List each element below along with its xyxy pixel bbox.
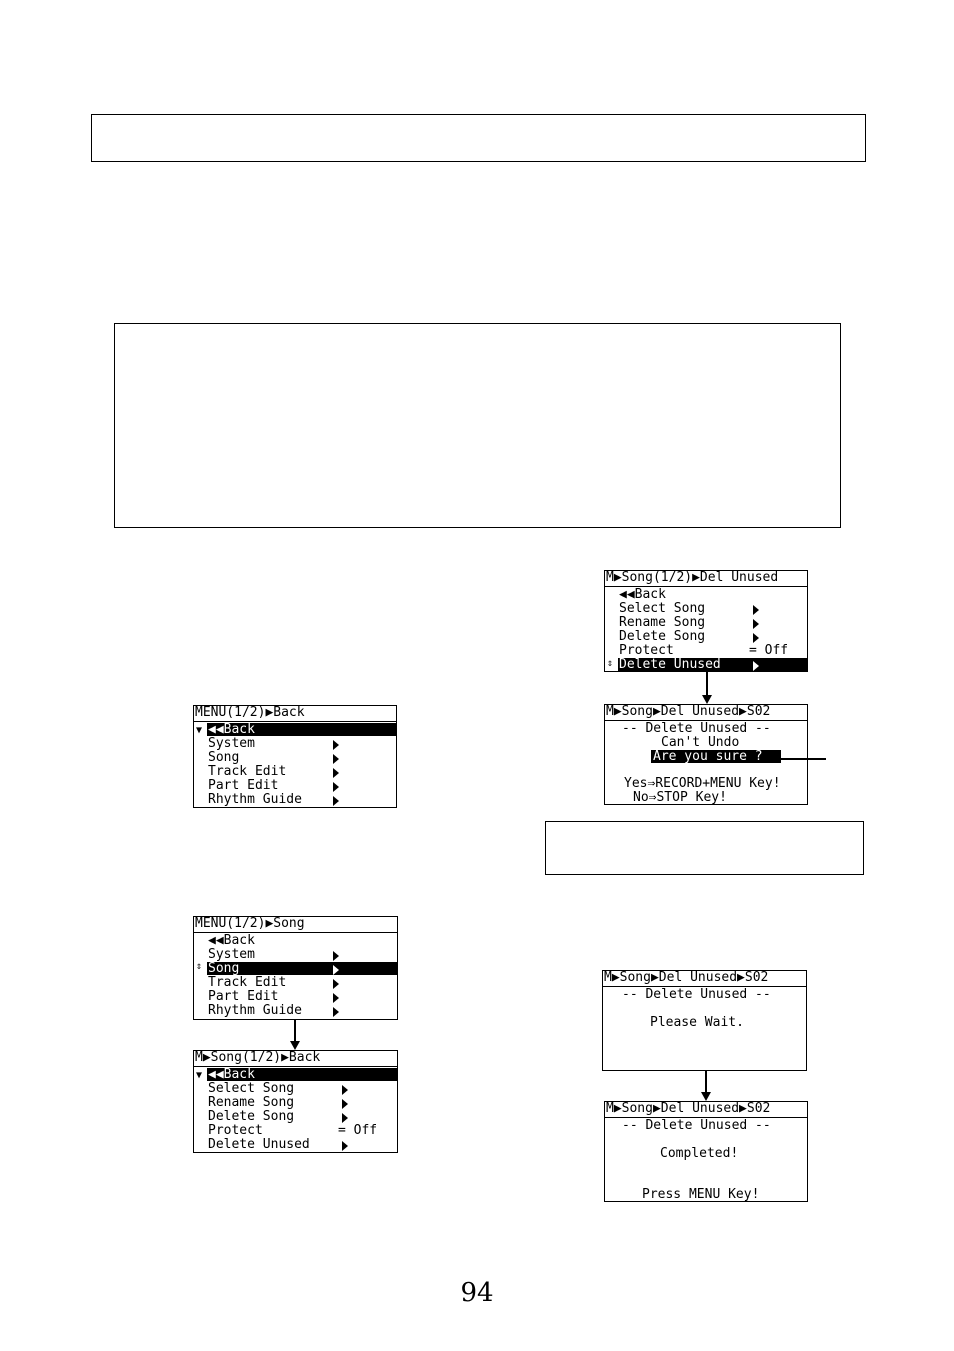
- menu-item-song[interactable]: Song: [208, 750, 240, 765]
- menu-item-back[interactable]: ◀◀Back: [208, 1067, 255, 1082]
- menu-item-back[interactable]: ◀◀Back: [208, 722, 255, 737]
- menu-item-track-edit[interactable]: Track Edit: [208, 975, 287, 990]
- note-box: [114, 323, 841, 528]
- lcd-header: M▶Song▶Del Unused▶S02: [605, 1102, 807, 1118]
- scroll-updown-icon: ⇕: [607, 658, 614, 669]
- lcd-header: M▶Song(1/2)▶Back: [194, 1051, 397, 1067]
- flow-arrow-head: [702, 695, 712, 704]
- flow-arrow: [706, 672, 708, 696]
- protect-value: = Off: [749, 643, 789, 658]
- flow-arrow: [705, 1071, 707, 1093]
- menu-item-part-edit[interactable]: Part Edit: [208, 778, 279, 793]
- menu-item-rhythm-guide[interactable]: Rhythm Guide: [208, 1003, 302, 1018]
- menu-item-system[interactable]: System: [208, 947, 255, 962]
- submenu-arrow-icon: [333, 1007, 339, 1017]
- submenu-arrow-icon: [333, 754, 339, 764]
- lcd-header: MENU(1/2)▶Song: [194, 917, 397, 933]
- flow-arrow-head: [290, 1041, 300, 1050]
- page-number: 94: [460, 1278, 494, 1308]
- callout-line: [780, 758, 826, 760]
- menu-item-system[interactable]: System: [208, 736, 255, 751]
- scroll-updown-icon: ⇕: [196, 961, 203, 972]
- menu-item-song[interactable]: Song: [208, 961, 240, 976]
- submenu-arrow-icon: [333, 782, 339, 792]
- submenu-arrow-icon: [753, 605, 759, 615]
- submenu-arrow-icon: [333, 979, 339, 989]
- menu-item-rename-song[interactable]: Rename Song: [208, 1095, 295, 1110]
- status-text: Completed!: [660, 1146, 739, 1161]
- menu-item-protect[interactable]: Protect: [619, 643, 674, 658]
- lcd-header: M▶Song▶Del Unused▶S02: [605, 705, 807, 721]
- lcd-header: M▶Song▶Del Unused▶S02: [603, 971, 806, 987]
- submenu-arrow-icon: [342, 1113, 348, 1123]
- submenu-arrow-icon: [342, 1099, 348, 1109]
- dialog-title: -- Delete Unused --: [622, 721, 771, 736]
- status-text: Please Wait.: [650, 1015, 744, 1030]
- submenu-arrow-icon: [342, 1085, 348, 1095]
- lcd-menu-back: [193, 705, 397, 808]
- submenu-arrow-icon: [753, 633, 759, 643]
- submenu-arrow-icon: [333, 965, 339, 975]
- dialog-warning: Can't Undo: [661, 735, 740, 750]
- menu-item-part-edit[interactable]: Part Edit: [208, 989, 279, 1004]
- submenu-arrow-icon: [753, 619, 759, 629]
- submenu-arrow-icon: [342, 1141, 348, 1151]
- dialog-question: Are you sure ?: [653, 749, 763, 764]
- lcd-header: M▶Song(1/2)▶Del Unused: [605, 571, 807, 587]
- menu-item-delete-unused[interactable]: Delete Unused: [208, 1137, 310, 1152]
- scroll-down-icon: ▼: [196, 725, 203, 736]
- dialog-no-hint[interactable]: No⇒STOP Key!: [633, 790, 727, 805]
- dialog-title: -- Delete Unused --: [622, 987, 771, 1002]
- lcd-song-back: [193, 1050, 398, 1153]
- menu-item-back[interactable]: ◀◀Back: [208, 933, 255, 948]
- menu-item-back[interactable]: ◀◀Back: [619, 587, 666, 602]
- submenu-arrow-icon: [333, 796, 339, 806]
- menu-item-delete-song[interactable]: Delete Song: [619, 629, 706, 644]
- flow-arrow-head: [701, 1092, 711, 1101]
- scroll-down-icon: ▼: [196, 1070, 203, 1081]
- section-title-box: [91, 114, 866, 162]
- dialog-title: -- Delete Unused --: [622, 1118, 771, 1133]
- menu-item-rhythm-guide[interactable]: Rhythm Guide: [208, 792, 302, 807]
- menu-item-delete-unused[interactable]: Delete Unused: [619, 657, 721, 672]
- press-menu-hint: Press MENU Key!: [642, 1187, 760, 1202]
- submenu-arrow-icon: [333, 993, 339, 1003]
- protect-value: = Off: [338, 1123, 378, 1138]
- lcd-please-wait: [602, 970, 807, 1071]
- submenu-arrow-icon: [333, 951, 339, 961]
- submenu-arrow-icon: [333, 740, 339, 750]
- dialog-yes-hint[interactable]: Yes⇒RECORD+MENU Key!: [624, 776, 781, 791]
- menu-item-track-edit[interactable]: Track Edit: [208, 764, 287, 779]
- menu-item-protect[interactable]: Protect: [208, 1123, 263, 1138]
- flow-arrow: [294, 1020, 296, 1042]
- lcd-confirm: [604, 704, 808, 805]
- caption-box: [545, 821, 864, 875]
- submenu-arrow-icon: [753, 661, 759, 671]
- lcd-completed: [604, 1101, 808, 1202]
- menu-item-select-song[interactable]: Select Song: [208, 1081, 295, 1096]
- menu-item-delete-song[interactable]: Delete Song: [208, 1109, 295, 1124]
- menu-item-rename-song[interactable]: Rename Song: [619, 615, 706, 630]
- submenu-arrow-icon: [333, 768, 339, 778]
- lcd-song-del-unused: [604, 570, 808, 672]
- lcd-header: MENU(1/2)▶Back: [194, 706, 396, 722]
- lcd-menu-song: [193, 916, 398, 1020]
- menu-item-select-song[interactable]: Select Song: [619, 601, 706, 616]
